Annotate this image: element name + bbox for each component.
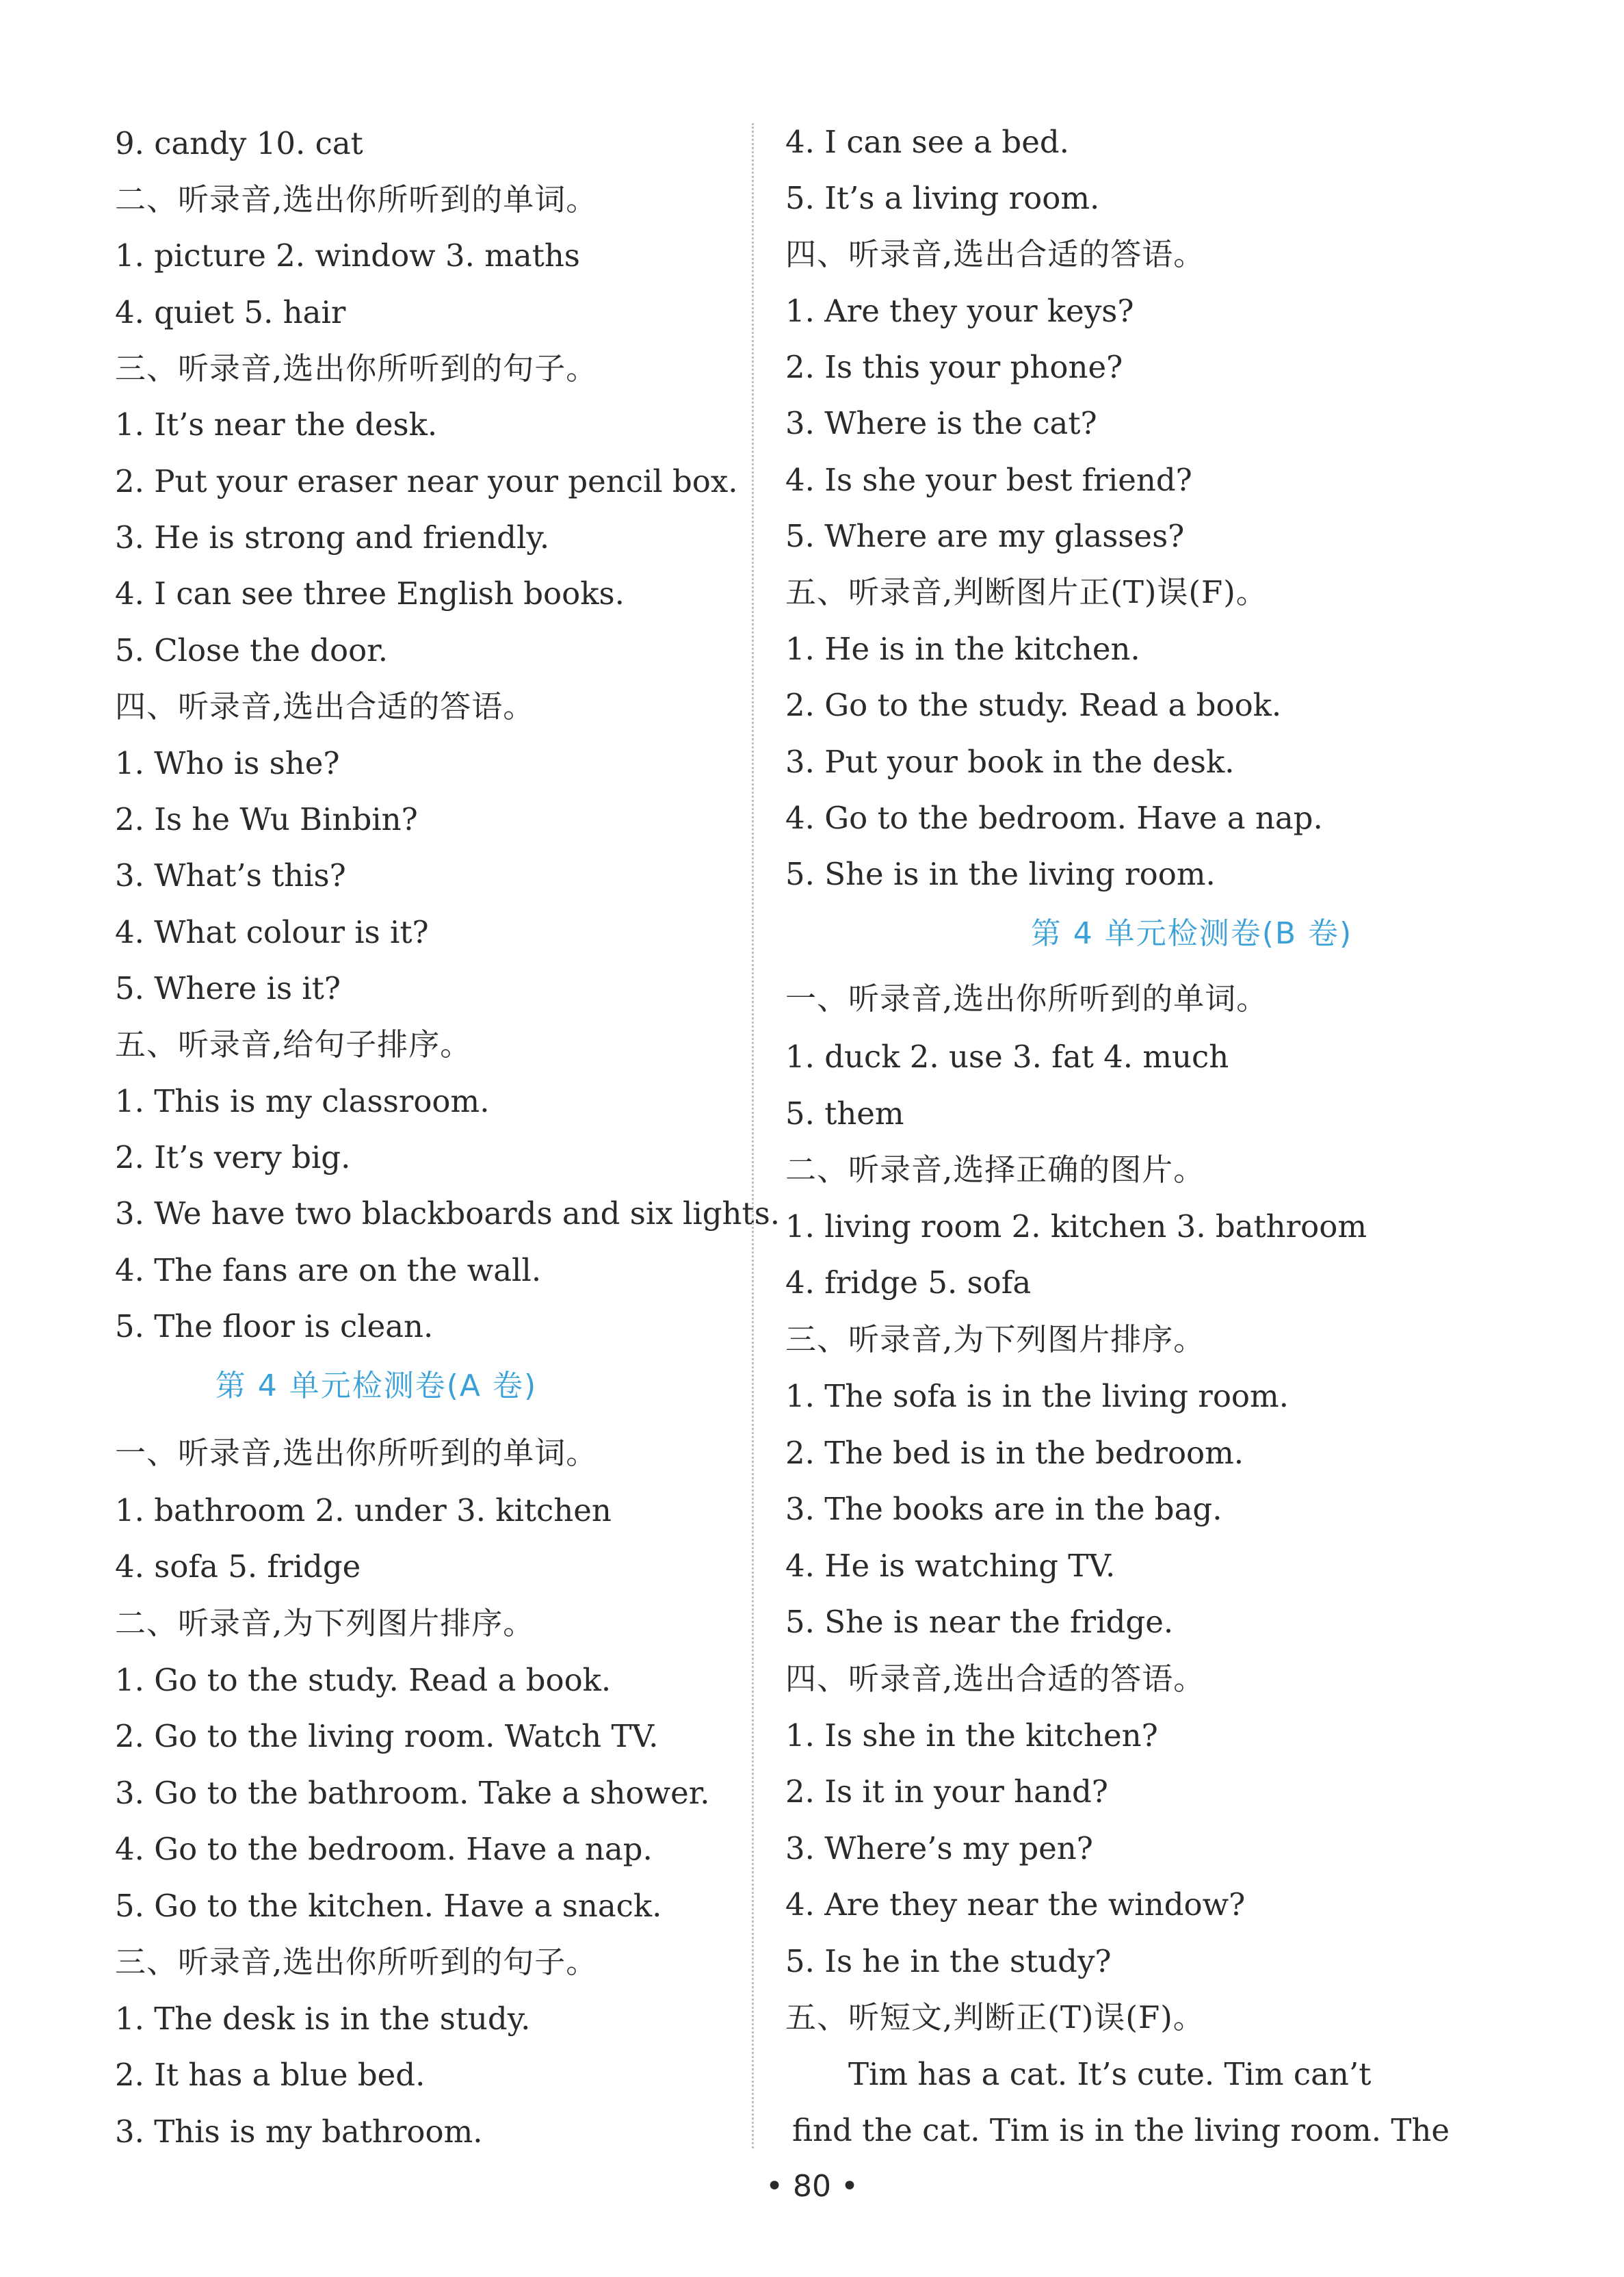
list-item: 5. Is he in the study? — [785, 1943, 1112, 1979]
list-item: 4. sofa 5. fridge — [115, 1548, 361, 1585]
list-item: 3. What’s this? — [115, 857, 346, 894]
list-item: 5. She is near the fridge. — [785, 1604, 1174, 1640]
list-item: 4. quiet 5. hair — [115, 294, 346, 330]
list-item: 2. Go to the living room. Watch TV. — [115, 1718, 659, 1754]
section-heading: 一、听录音,选出你所听到的单词。 — [115, 1435, 598, 1471]
list-item: 4. Are they near the window? — [785, 1886, 1246, 1923]
list-item: 2. Is he Wu Binbin? — [115, 801, 418, 837]
section-heading: 四、听录音,选出合适的答语。 — [785, 1661, 1205, 1697]
list-item: 2. The bed is in the bedroom. — [785, 1435, 1244, 1471]
list-item: 3. We have two blackboards and six lights. — [115, 1195, 781, 1232]
list-item: 5. Close the door. — [115, 632, 389, 668]
section-heading: 三、听录音,选出你所听到的句子。 — [115, 350, 598, 387]
list-item: 1. Is she in the kitchen? — [785, 1717, 1158, 1754]
list-item: 3. Where’s my pen? — [785, 1830, 1093, 1866]
section-heading: 一、听录音,选出你所听到的单词。 — [785, 980, 1268, 1017]
list-item: 5. It’s a living room. — [785, 180, 1100, 216]
list-item: 4. What colour is it? — [115, 914, 429, 950]
list-item: 4. I can see a bed. — [785, 124, 1069, 160]
section-title: 第 4 单元检测卷(A 卷) — [215, 1368, 538, 1403]
list-item: 1. It’s near the desk. — [115, 406, 438, 443]
list-item: 2. Put your eraser near your pencil box. — [115, 463, 738, 499]
list-item: 5. them — [785, 1095, 904, 1132]
list-item: 1. living room 2. kitchen 3. bathroom — [785, 1208, 1367, 1245]
paragraph-line: find the cat. Tim is in the living room. The — [792, 2112, 1450, 2148]
list-item: 9. candy 10. cat — [115, 125, 363, 161]
list-item: 4. Is she your best friend? — [785, 462, 1192, 498]
list-item: 5. Go to the kitchen. Have a snack. — [115, 1888, 662, 1924]
list-item: 2. It has a blue bed. — [115, 2057, 425, 2093]
list-item: 3. He is strong and friendly. — [115, 519, 550, 556]
list-item: 4. fridge 5. sofa — [785, 1264, 1032, 1301]
list-item: 4. Go to the bedroom. Have a nap. — [115, 1831, 653, 1867]
list-item: 2. Go to the study. Read a book. — [785, 687, 1282, 723]
list-item: 3. Go to the bathroom. Take a shower. — [115, 1775, 710, 1811]
list-item: 4. I can see three English books. — [115, 575, 625, 612]
list-item: 3. The books are in the bag. — [785, 1491, 1222, 1527]
section-heading: 五、听录音,给句子排序。 — [115, 1026, 472, 1063]
list-item: 1. The sofa is in the living room. — [785, 1378, 1289, 1414]
section-heading: 五、听录音,判断图片正(T)误(F)。 — [785, 574, 1268, 610]
list-item: 1. duck 2. use 3. fat 4. much — [785, 1039, 1229, 1075]
column-divider — [752, 123, 754, 2148]
section-heading: 二、听录音,选出你所听到的单词。 — [115, 181, 598, 218]
list-item: 1. This is my classroom. — [115, 1083, 490, 1119]
section-heading: 三、听录音,选出你所听到的句子。 — [115, 1944, 598, 1980]
paragraph-line: Tim has a cat. It’s cute. Tim can’t — [848, 2056, 1372, 2092]
list-item: 1. Go to the study. Read a book. — [115, 1662, 612, 1698]
list-item: 2. It’s very big. — [115, 1139, 351, 1175]
list-item: 3. Put your book in the desk. — [785, 744, 1235, 780]
list-item: 1. The desk is in the study. — [115, 2001, 531, 2037]
list-item: 1. picture 2. window 3. maths — [115, 237, 580, 274]
section-heading: 三、听录音,为下列图片排序。 — [785, 1321, 1205, 1357]
section-title: 第 4 单元检测卷(B 卷) — [1030, 916, 1353, 951]
section-heading: 五、听短文,判断正(T)误(F)。 — [785, 1999, 1205, 2035]
list-item: 1. Are they your keys? — [785, 293, 1134, 329]
list-item: 5. Where is it? — [115, 970, 341, 1006]
list-item: 4. He is watching TV. — [785, 1548, 1116, 1584]
section-heading: 四、听录音,选出合适的答语。 — [785, 236, 1205, 272]
section-heading: 四、听录音,选出合适的答语。 — [115, 688, 535, 725]
list-item: 5. She is in the living room. — [785, 856, 1216, 892]
list-item: 1. Who is she? — [115, 745, 340, 781]
list-item: 3. This is my bathroom. — [115, 2113, 483, 2150]
list-item: 2. Is it in your hand? — [785, 1773, 1108, 1810]
list-item: 3. Where is the cat? — [785, 405, 1097, 441]
section-heading: 二、听录音,选择正确的图片。 — [785, 1151, 1205, 1188]
section-heading: 二、听录音,为下列图片排序。 — [115, 1605, 535, 1641]
list-item: 2. Is this your phone? — [785, 349, 1123, 385]
list-item: 5. The floor is clean. — [115, 1308, 434, 1344]
page-number: • 80 • — [765, 2169, 859, 2204]
list-item: 4. Go to the bedroom. Have a nap. — [785, 800, 1323, 836]
list-item: 5. Where are my glasses? — [785, 518, 1185, 554]
list-item: 4. The fans are on the wall. — [115, 1252, 542, 1288]
list-item: 1. bathroom 2. under 3. kitchen — [115, 1492, 612, 1528]
list-item: 1. He is in the kitchen. — [785, 631, 1140, 667]
